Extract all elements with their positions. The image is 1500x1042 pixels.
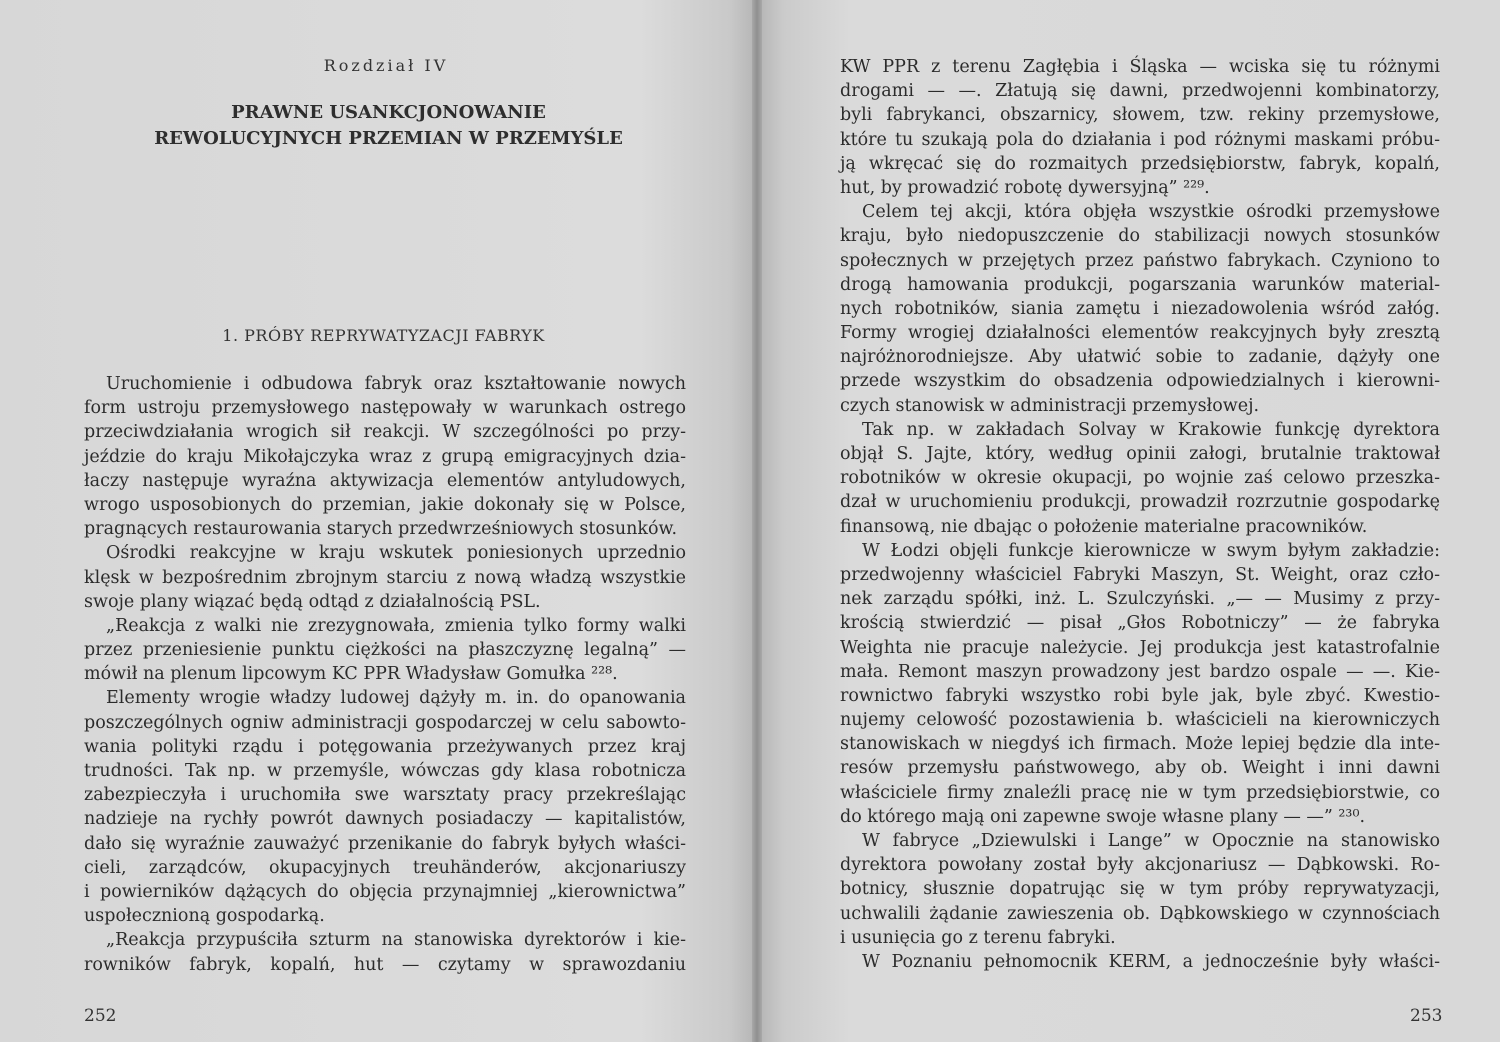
text-line: nadzieje na rychły powrót dawnych posiadaczy — kapitalistów, [84, 809, 686, 830]
text-line: pragnących restaurowania starych przedwrześniowych stosunków. [84, 519, 678, 540]
text-line: W Poznaniu pełnomocnik KERM, a jednocześnie były właści- [862, 951, 1440, 972]
text-line: zabezpieczyła i uruchomiła swe warsztaty pracy przekreślając [84, 785, 686, 806]
text-line: W Łodzi objęli funkcje kierownicze w swym byłym zakładzie: [862, 540, 1440, 561]
text-line: drogami — —. Złatują się dawni, przedwojenni kombinatorzy, [840, 81, 1440, 102]
text-line: finansową, nie dbając o położenie materialne pracowników. [840, 516, 1368, 537]
text-line: resów przemysłu państwowego, aby ob. Weight i inni dawni [840, 758, 1440, 779]
text-line: cieli, zarządców, okupacyjnych treuhänderów, akcjonariuszy [84, 857, 686, 878]
text-line: form ustroju przemysłowego następowały w warunkach ostrego [84, 398, 686, 419]
text-line: i usunięcia go z terenu fabryki. [840, 927, 1116, 948]
text-line: Elementy wrogie władzy ludowej dążyły m. in. do opanowania [106, 688, 686, 709]
text-line: dało się wyraźnie zauważyć przenikanie do fabryk byłych właści- [84, 833, 686, 854]
text-line: najróżnorodniejsze. Aby ułatwić sobie to zadanie, dążyły one [840, 347, 1440, 368]
text-line: i powierników dążących do objęcia przynajmniej „kierownictwa” [84, 881, 686, 902]
text-line: nujemy celowość pozostawienia b. właścicieli na kierowniczych [840, 710, 1440, 731]
page-number: 253 [1410, 1006, 1443, 1026]
text-line: przez przeniesienie punktu ciężkości na płaszczyznę legalną” — [84, 640, 686, 661]
text-line: dyrektora powołany został były akcjonariusz — Dąbkowski. Ro- [840, 855, 1440, 876]
text-line: klęsk w bezpośrednim zbrojnym starciu z nową władzą wszystkie [84, 567, 686, 588]
text-line: ją wkręcać się do rozmaitych przedsiębiorstw, fabryk, kopalń, [840, 153, 1440, 174]
text-line: mała. Remont maszyn prowadzony jest bardzo ospale — —. Kie- [840, 661, 1440, 682]
text-line: mówił na plenum lipcowym KC PPR Władysław Gomułka ²²⁸. [84, 664, 618, 685]
text-line: Ośrodki reakcyjne w kraju wskutek poniesionych uprzednio [106, 543, 686, 564]
text-line: łaczy następuje wyraźna aktywizacja elementów antyludowych, [84, 470, 686, 491]
text-line: rowników fabryk, kopalń, hut — czytamy w sprawozdaniu [84, 954, 686, 975]
text-line: jeździe do kraju Mikołajczyka wraz z grupą emigracyjnych dzia- [84, 446, 686, 467]
text-line: przeciwdziałania wrogich sił reakcji. W szczególności po przy- [84, 422, 686, 443]
text-line: „Reakcja przypuściła szturm na stanowiska dyrektorów i kie- [106, 930, 686, 951]
text-line: wania polityki rządu i potęgowania przeżywanych przez kraj [84, 736, 686, 757]
text-line: drogą hamowania produkcji, pogarszania warunków material- [840, 274, 1440, 295]
text-line: nek zarządu spółki, inż. L. Szulczyński. „— — Musimy z przy- [840, 589, 1440, 610]
page-number: 252 [84, 1006, 117, 1026]
text-line: „Reakcja z walki nie zrezygnowała, zmienia tylko formy walki [106, 615, 686, 636]
text-line: swoje plany wiązać będą odtąd z działalnością PSL. [84, 591, 541, 612]
text-line: przedwojenny właściciel Fabryki Maszyn, St. Weight, oraz czło- [840, 564, 1440, 585]
text-line: poszczególnych ogniw administracji gospodarczej w celu sabowto- [84, 712, 686, 733]
text-line: robotników w okresie okupacji, po wojnie zaś celowo przeszka- [840, 468, 1440, 489]
text-line: byli fabrykanci, obszarnicy, słowem, tzw. rekiny przemysłowe, [840, 105, 1440, 126]
chapter-title [0, 100, 752, 152]
text-line: nych robotników, siania zamętu i niezadowolenia wśród załóg. [840, 298, 1440, 319]
text-line: czych stanowisk w administracji przemysłowej. [840, 395, 1260, 416]
text-line: Tak np. w zakładach Solvay w Krakowie funkcję dyrektora [862, 419, 1440, 440]
text-line: objął S. Jajte, który, według opinii załogi, brutalnie traktował [840, 444, 1440, 464]
text-line: kraju, było niedopuszczenie do stabilizacji nowych stosunków [840, 226, 1440, 247]
text-line: W fabryce „Dziewulski i Lange” w Opocznie na stanowisko [862, 831, 1440, 851]
text-line: KW PPR z terenu Zagłębia i Śląska — wciska się tu różnymi [840, 57, 1440, 77]
right-body-text [840, 55, 1440, 974]
text-line: Uruchomienie i odbudowa fabryk oraz kształtowanie nowych [106, 374, 686, 394]
text-line: społecznych w przejętych przez państwo fabrykach. Czyniono to [840, 250, 1440, 271]
text-line: krością stwierdzić — pisał „Głos Robotniczy” — że fabryka [840, 613, 1440, 634]
chapter-title-line-2: REWOLUCYJNYCH PRZEMIAN W PRZEMYŚLE [154, 128, 623, 149]
text-line: rownictwo fabryki wszystko robi byle jak, byle zbyć. Kwestio- [840, 685, 1440, 706]
text-line: dzał w uruchomieniu produkcji, prowadził rozrzutnie gospodarkę [840, 492, 1440, 513]
text-line: uchwalili żądanie zawieszenia ob. Dąbkowskiego w czynnościach [840, 903, 1440, 924]
text-line: trudności. Tak np. w przemyśle, wówczas gdy klasa robotnicza [84, 761, 686, 781]
chapter-title-line-1: PRAWNE USANKCJONOWANIE [231, 102, 546, 123]
text-line: właściciele firmy znaleźli pracę nie w tym przedsiębiorstwie, co [840, 782, 1440, 803]
text-line: uspołecznioną gospodarką. [84, 906, 325, 927]
text-line: do którego mają oni zapewne swoje własne plany — —” ²³⁰. [840, 806, 1366, 827]
text-line: hut, by prowadzić robotę dywersyjną” ²²⁹. [840, 177, 1210, 198]
text-line: stanowiskach w niegdyś ich firmach. Może lepiej będzie dla inte- [840, 734, 1440, 755]
text-line: które tu szukają pola do działania i pod różnymi maskami próbu- [840, 129, 1440, 150]
left-body-text [84, 372, 686, 977]
text-line: Celem tej akcji, która objęła wszystkie ośrodki przemysłowe [862, 202, 1440, 223]
book-gutter [752, 0, 762, 1042]
text-line: przede wszystkim do obsadzenia odpowiedzialnych i kierowni- [840, 371, 1440, 392]
text-line: Formy wrogiej działalności elementów reakcyjnych były zresztą [840, 323, 1440, 344]
text-line: Weighta nie pracuje należycie. Jej produkcja jest katastrofalnie [840, 637, 1440, 658]
text-line: wrogo usposobionych do przemian, jakie dokonały się w Polsce, [84, 494, 686, 515]
section-heading: 1. PRÓBY REPRYWATYZACJI FABRYK [222, 326, 545, 345]
chapter-label: Rozdział IV [323, 56, 449, 75]
text-line: botnicy, słusznie dopatrując się w tym próby reprywatyzacji, [840, 879, 1440, 900]
